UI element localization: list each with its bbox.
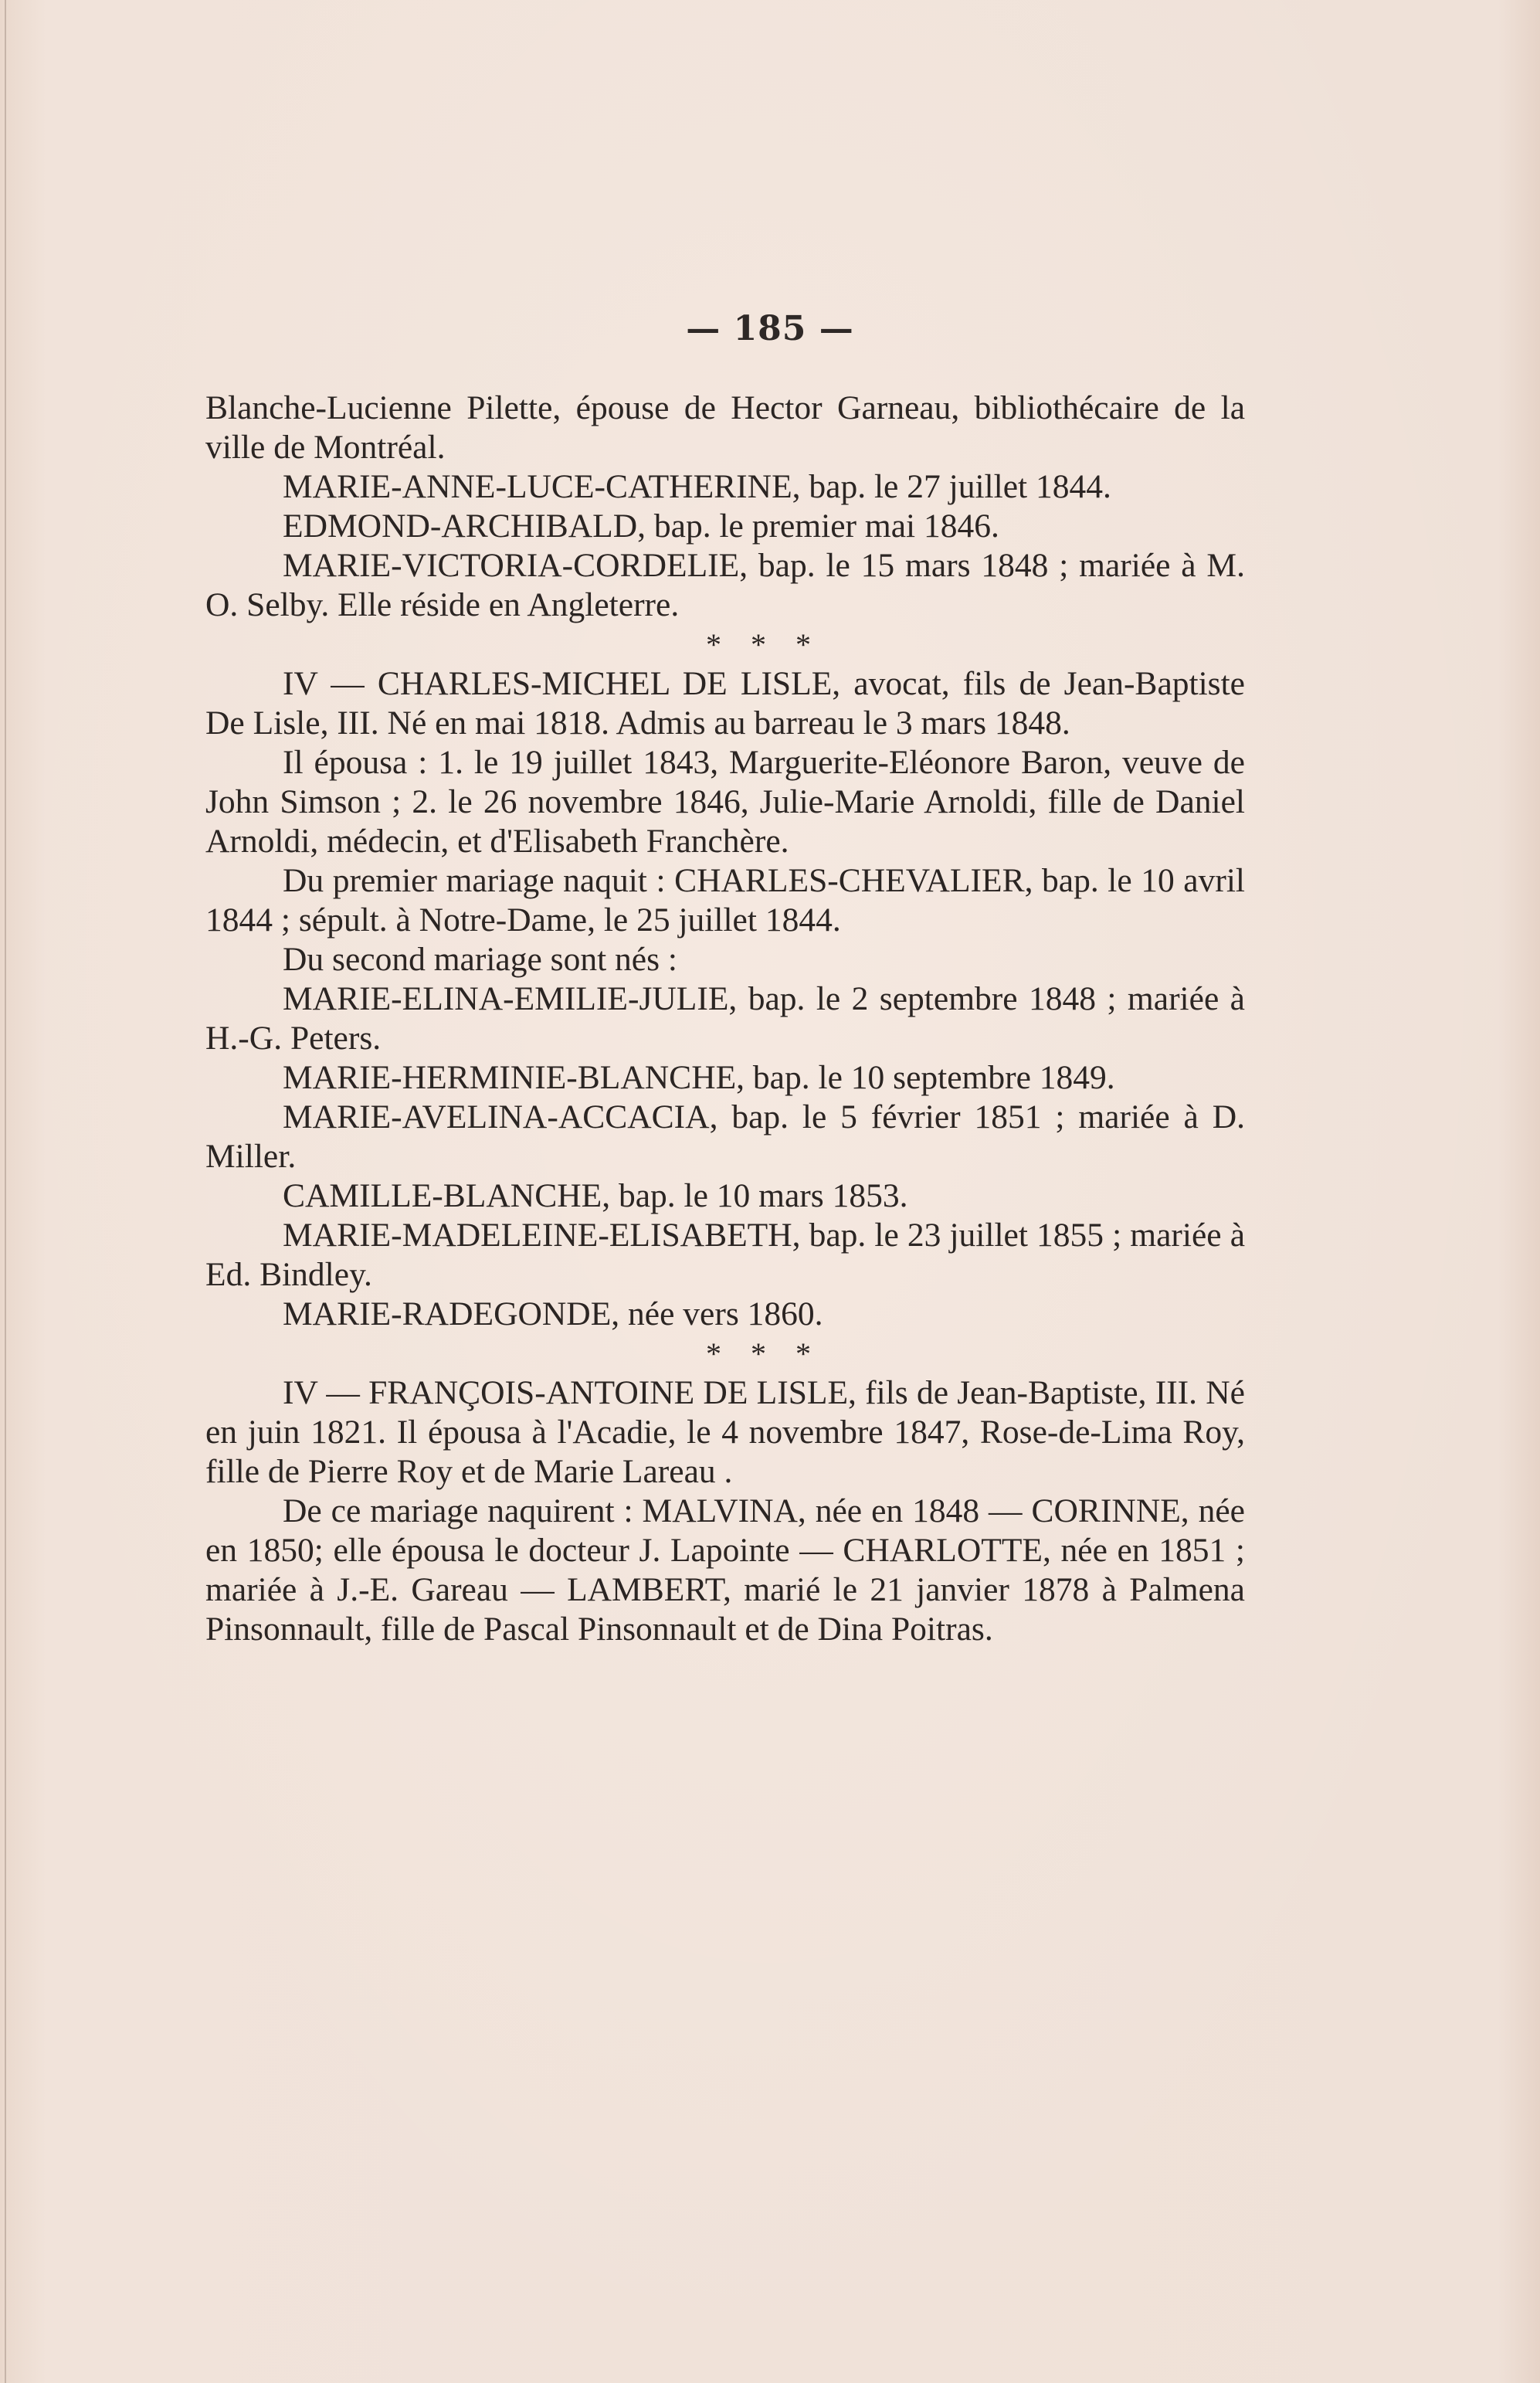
- paragraph: MARIE-VICTORIA-CORDELIE, bap. le 15 mars 1848 ; mariée à M. O. Selby. Elle réside en Angleterre.: [205, 547, 1245, 623]
- paragraph: MARIE-RADEGONDE, née vers 1860.: [283, 1295, 823, 1332]
- page-number: — 185 —: [686, 309, 854, 348]
- paragraph: IV — CHARLES-MICHEL DE LISLE, avocat, fils de Jean-Baptiste De Lisle, III. Né en mai 1818. Admis au barreau le 3 mars 1848.: [205, 665, 1245, 742]
- paragraph: MARIE-ELINA-EMILIE-JULIE, bap. le 2 septembre 1848 ; mariée à H.-G. Peters.: [205, 980, 1245, 1057]
- paragraph: Du second mariage sont nés :: [283, 941, 677, 978]
- paragraph: De ce mariage naquirent : MALVINA, née en 1848 — CORINNE, née en 1850; elle épousa le docteur J. Lapointe — CHARLOTTE, née en 1851 ; mariée à J.-E. Gareau — LAMBERT, marié le 21 janvier 1878 à Palmena Pinsonnault, fille de Pascal Pinsonnault et de Dina Poitras.: [205, 1492, 1245, 1648]
- paragraph: Blanche-Lucienne Pilette, épouse de Hector Garneau, bibliothécaire de la ville de Montréal.: [205, 389, 1245, 466]
- section-separator: * * *: [706, 627, 822, 662]
- paragraph: MARIE-MADELEINE-ELISABETH, bap. le 23 juillet 1855 ; mariée à Ed. Bindley.: [205, 1217, 1245, 1293]
- paragraph: MARIE-AVELINA-ACCACIA, bap. le 5 février 1851 ; mariée à D. Miller.: [205, 1098, 1245, 1175]
- paragraph: Il épousa : 1. le 19 juillet 1843, Marguerite-Eléonore Baron, veuve de John Simson ; 2. le 26 novembre 1846, Julie-Marie Arnoldi, fille de Daniel Arnoldi, médecin, et d'Elisabeth Franchère.: [205, 744, 1245, 860]
- paragraph: IV — FRANÇOIS-ANTOINE DE LISLE, fils de Jean-Baptiste, III. Né en juin 1821. Il épousa à l'Acadie, le 4 novembre 1847, Rose-de-Lima Roy, fille de Pierre Roy et de Marie Lareau .: [205, 1374, 1245, 1490]
- paragraph: CAMILLE-BLANCHE, bap. le 10 mars 1853.: [283, 1177, 908, 1214]
- section-separator: * * *: [706, 1336, 822, 1371]
- paragraph: Du premier mariage naquit : CHARLES-CHEVALIER, bap. le 10 avril 1844 ; sépult. à Notre-Dame, le 25 juillet 1844.: [205, 862, 1245, 939]
- paragraph: EDMOND-ARCHIBALD, bap. le premier mai 1846.: [283, 507, 999, 545]
- body-text: [205, 389, 1245, 1649]
- paragraph: MARIE-HERMINIE-BLANCHE, bap. le 10 septembre 1849.: [283, 1059, 1115, 1096]
- paragraph: MARIE-ANNE-LUCE-CATHERINE, bap. le 27 juillet 1844.: [283, 468, 1111, 505]
- page-gutter-edge: [5, 0, 6, 2383]
